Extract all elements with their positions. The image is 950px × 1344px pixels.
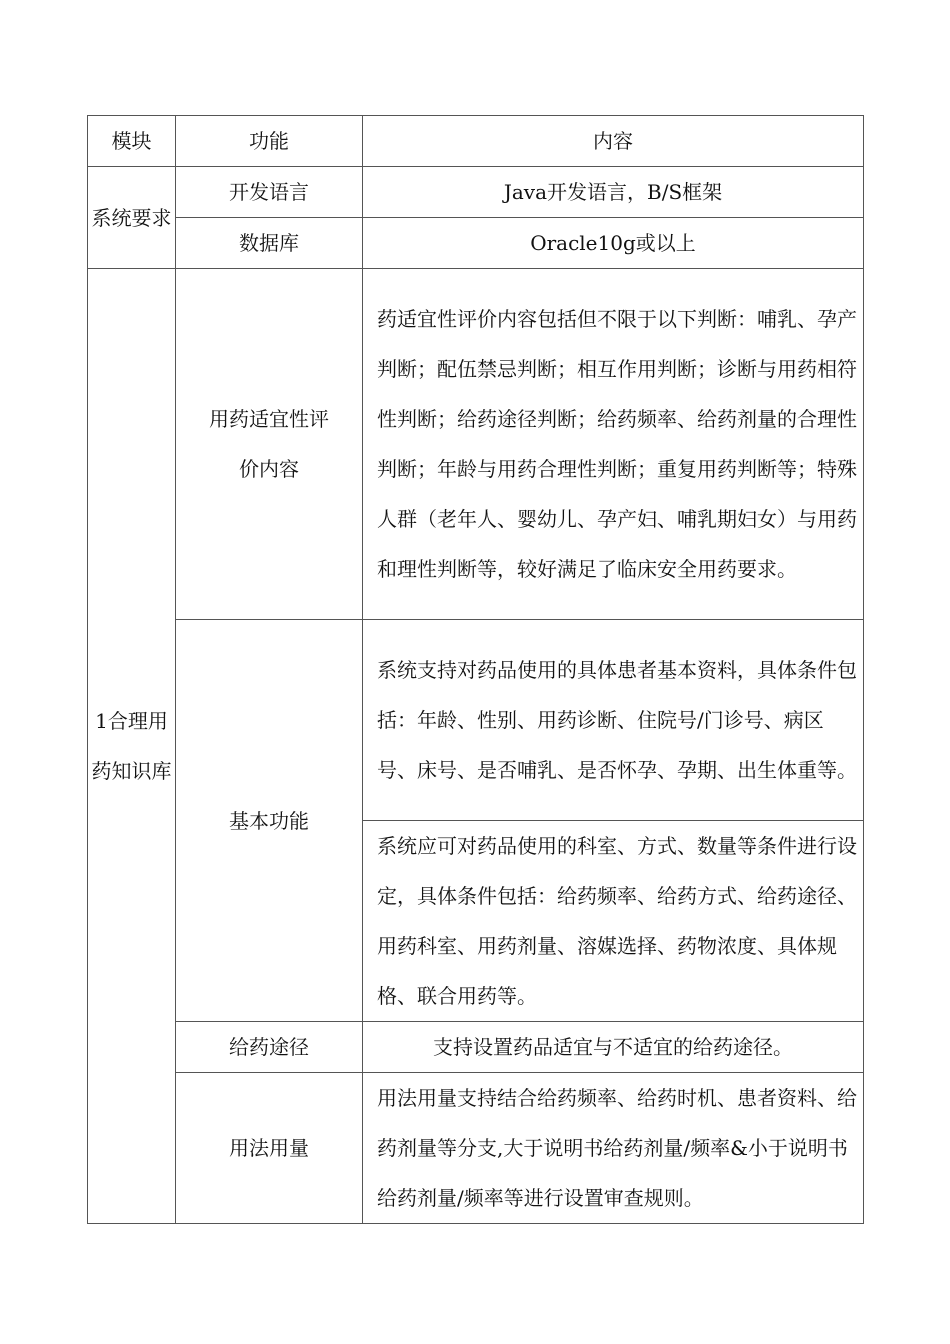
function-route: 给药途径: [176, 1022, 363, 1073]
table-row: [88, 1022, 864, 1073]
header-content: 内容: [363, 116, 864, 167]
table-row: [88, 218, 864, 269]
module-knowledge-base: 1合理用药知识库: [88, 269, 176, 1224]
table-row: [88, 269, 864, 620]
function-dev-language: 开发语言: [176, 167, 363, 218]
content-dosage: 用法用量支持结合给药频率、给药时机、患者资料、给药剂量等分支,大于说明书给药剂量/频率&小于说明书给药剂量/频率等进行设置审查规则。: [363, 1073, 864, 1224]
spec-table: [87, 115, 864, 1224]
function-database: 数据库: [176, 218, 363, 269]
module-system-requirements: 系统要求: [88, 167, 176, 269]
header-row: [88, 116, 864, 167]
content-basic-patient: 系统支持对药品使用的具体患者基本资料，具体条件包括：年龄、性别、用药诊断、住院号/门诊号、病区号、床号、是否哺乳、是否怀孕、孕期、出生体重等。: [363, 620, 864, 821]
content-suitability: 药适宜性评价内容包括但不限于以下判断：哺乳、孕产判断；配伍禁忌判断；相互作用判断；诊断与用药相符性判断；给药途径判断；给药频率、给药剂量的合理性判断；年龄与用药合理性判断；重复用药判断等；特殊人群（老年人、婴幼儿、孕产妇、哺乳期妇女）与用药和理性判断等，较好满足了临床安全用药要求。: [363, 269, 864, 620]
function-suitability: 用药适宜性评价内容: [176, 269, 363, 620]
content-basic-conditions: 系统应可对药品使用的科室、方式、数量等条件进行设定，具体条件包括：给药频率、给药方式、给药途径、用药科室、用药剂量、溶媒选择、药物浓度、具体规格、联合用药等。: [363, 821, 864, 1022]
table-row: [88, 167, 864, 218]
header-function: 功能: [176, 116, 363, 167]
content-dev-language: Java开发语言，B/S框架: [363, 167, 864, 218]
content-database: Oracle10g或以上: [363, 218, 864, 269]
header-module: 模块: [88, 116, 176, 167]
function-dosage: 用法用量: [176, 1073, 363, 1224]
function-basic: 基本功能: [176, 620, 363, 1022]
table-row: [88, 1073, 864, 1224]
table-row: [88, 620, 864, 821]
content-route: 支持设置药品适宜与不适宜的给药途径。: [363, 1022, 864, 1073]
